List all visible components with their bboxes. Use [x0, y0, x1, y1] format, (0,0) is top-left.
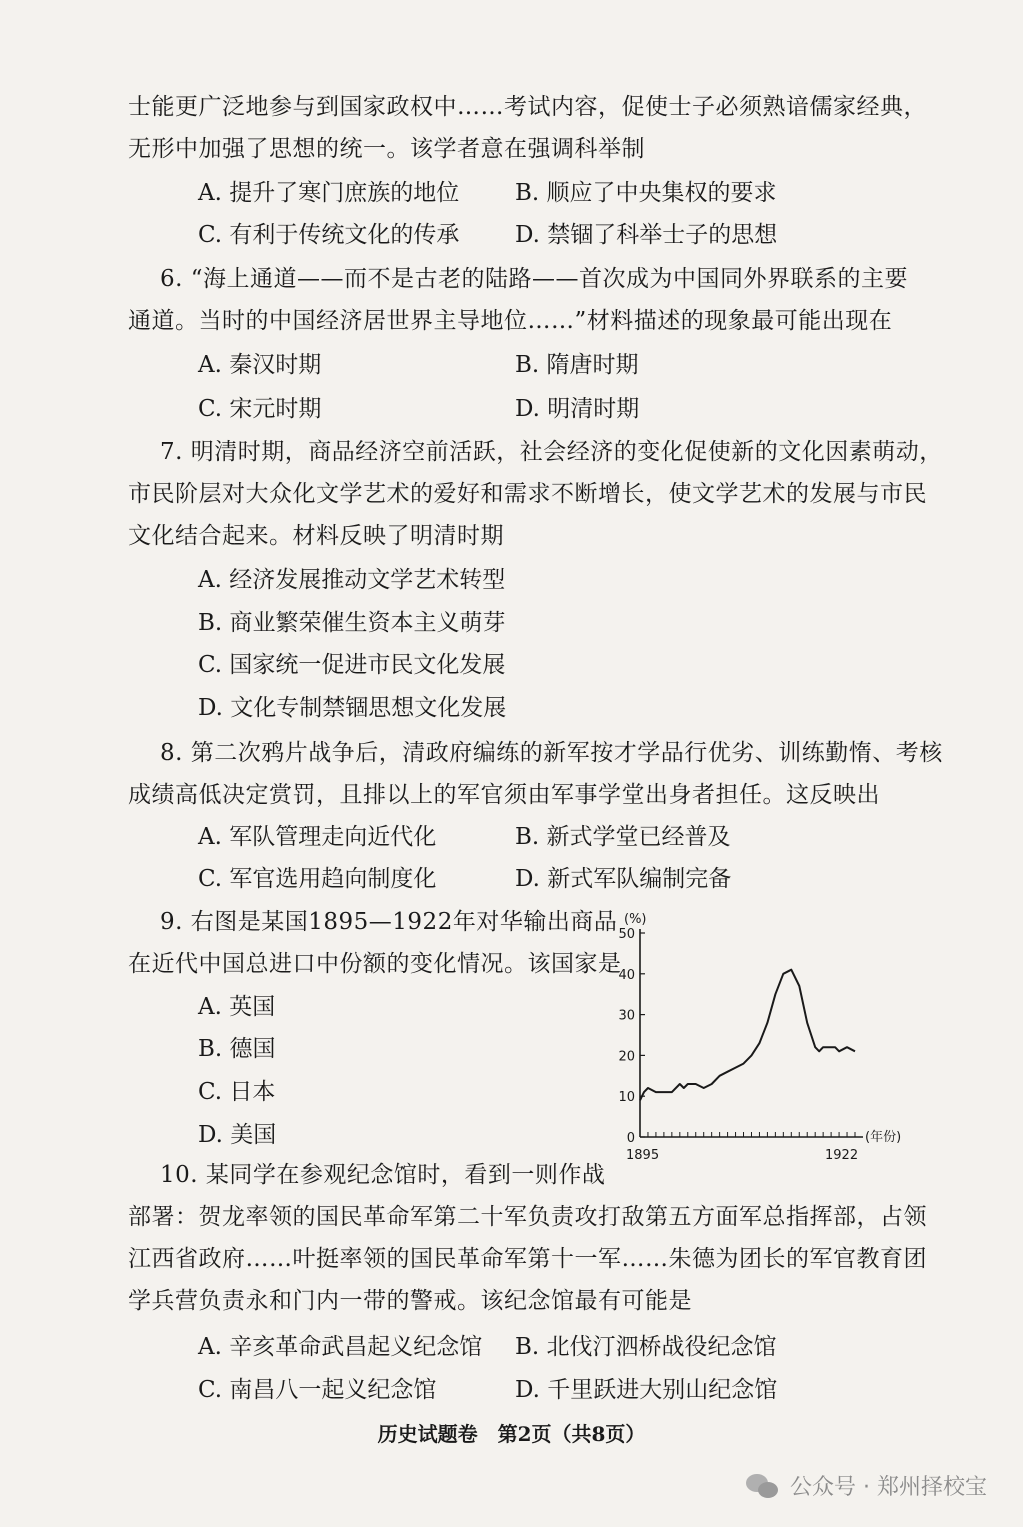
- answer-option: C. 军官选用趋向制度化: [198, 866, 437, 892]
- answer-option: B. 北伐汀泗桥战役纪念馆: [515, 1334, 777, 1360]
- answer-option: D. 明清时期: [515, 396, 640, 422]
- text-line: 士能更广泛地参与到国家政权中……考试内容，促使士子必须熟谙儒家经典，: [128, 94, 927, 120]
- watermark-text: 公众号 · 郑州择校宝: [790, 1475, 987, 1500]
- y-tick-label: 40: [618, 967, 635, 983]
- answer-option: D. 禁锢了科举士子的思想: [515, 222, 778, 248]
- answer-option: A. 军队管理走向近代化: [198, 824, 437, 850]
- text-line: 文化结合起来。材料反映了明清时期: [128, 523, 504, 549]
- answer-option: D. 美国: [198, 1122, 277, 1148]
- text-line: 在近代中国总进口中份额的变化情况。该国家是: [128, 951, 622, 977]
- answer-option: A. 秦汉时期: [198, 352, 322, 378]
- answer-option: A. 提升了寒门庶族的地位: [198, 180, 460, 206]
- answer-option: C. 南昌八一起义纪念馆: [198, 1377, 437, 1403]
- answer-option: B. 顺应了中央集权的要求: [515, 180, 777, 206]
- answer-option: A. 经济发展推动文学艺术转型: [198, 567, 506, 593]
- answer-option: B. 商业繁荣催生资本主义萌芽: [198, 610, 506, 636]
- answer-option: C. 国家统一促进市民文化发展: [198, 652, 506, 678]
- text-line: 7. 明清时期，商品经济空前活跃，社会经济的变化促使新的文化因素萌动，: [160, 439, 943, 465]
- answer-option: B. 新式学堂已经普及: [515, 824, 731, 850]
- y-tick-label: 50: [618, 927, 635, 942]
- series-line: [640, 970, 855, 1101]
- y-unit-label: (%): [624, 912, 647, 927]
- x-end-label: 1922: [825, 1148, 859, 1163]
- answer-option: C. 日本: [198, 1079, 276, 1105]
- answer-option: D. 千里跃进大别山纪念馆: [515, 1377, 778, 1403]
- text-line: 8. 第二次鸦片战争后，清政府编练的新军按才学品行优劣、训练勤惰、考核: [160, 740, 943, 766]
- text-line: 6. “海上通道——而不是古老的陆路——首次成为中国同外界联系的主要: [160, 266, 909, 292]
- answer-option: B. 隋唐时期: [515, 352, 639, 378]
- text-line: 学兵营负责永和门内一带的警戒。该纪念馆最有可能是: [128, 1288, 692, 1314]
- text-line: 江西省政府……叶挺率领的国民革命军第十一军……朱德为团长的军官教育团: [128, 1246, 927, 1272]
- answer-option: D. 文化专制禁锢思想文化发展: [198, 695, 507, 721]
- text-line: 9. 右图是某国1895—1922年对华输出商品: [160, 909, 618, 935]
- text-line: 无形中加强了思想的统一。该学者意在强调科举制: [128, 136, 645, 162]
- y-tick-label: 30: [618, 1008, 635, 1024]
- answer-option: A. 英国: [198, 994, 276, 1020]
- text-line: 部署：贺龙率领的国民革命军第二十军负责攻打敌第五方面军总指挥部，占领: [128, 1204, 927, 1230]
- answer-option: B. 德国: [198, 1036, 276, 1062]
- text-line: 10. 某同学在参观纪念馆时，看到一则作战: [160, 1162, 606, 1188]
- page-footer: 历史试题卷 第2页（共8页）: [377, 1422, 646, 1446]
- y-tick-label: 20: [618, 1049, 635, 1065]
- text-line: 通道。当时的中国经济居世界主导地位……”材料描述的现象最可能出现在: [128, 308, 893, 334]
- x-start-label: 1895: [626, 1148, 660, 1163]
- wechat-icon: [746, 1472, 780, 1500]
- y-tick-label: 10: [618, 1090, 635, 1106]
- answer-option: D. 新式军队编制完备: [515, 866, 732, 892]
- import-share-chart: [600, 905, 930, 1170]
- text-line: 市民阶层对大众化文学艺术的爱好和需求不断增长，使文学艺术的发展与市民: [128, 481, 927, 507]
- x-unit-label: (年份): [865, 1130, 902, 1145]
- answer-option: C. 有利于传统文化的传承: [198, 222, 460, 248]
- text-line: 成绩高低决定赏罚，且排以上的军官须由军事学堂出身者担任。这反映出: [128, 782, 880, 808]
- answer-option: A. 辛亥革命武昌起义纪念馆: [198, 1334, 483, 1360]
- y-tick-label: 0: [626, 1131, 635, 1146]
- watermark: [746, 1470, 987, 1501]
- answer-option: C. 宋元时期: [198, 396, 322, 422]
